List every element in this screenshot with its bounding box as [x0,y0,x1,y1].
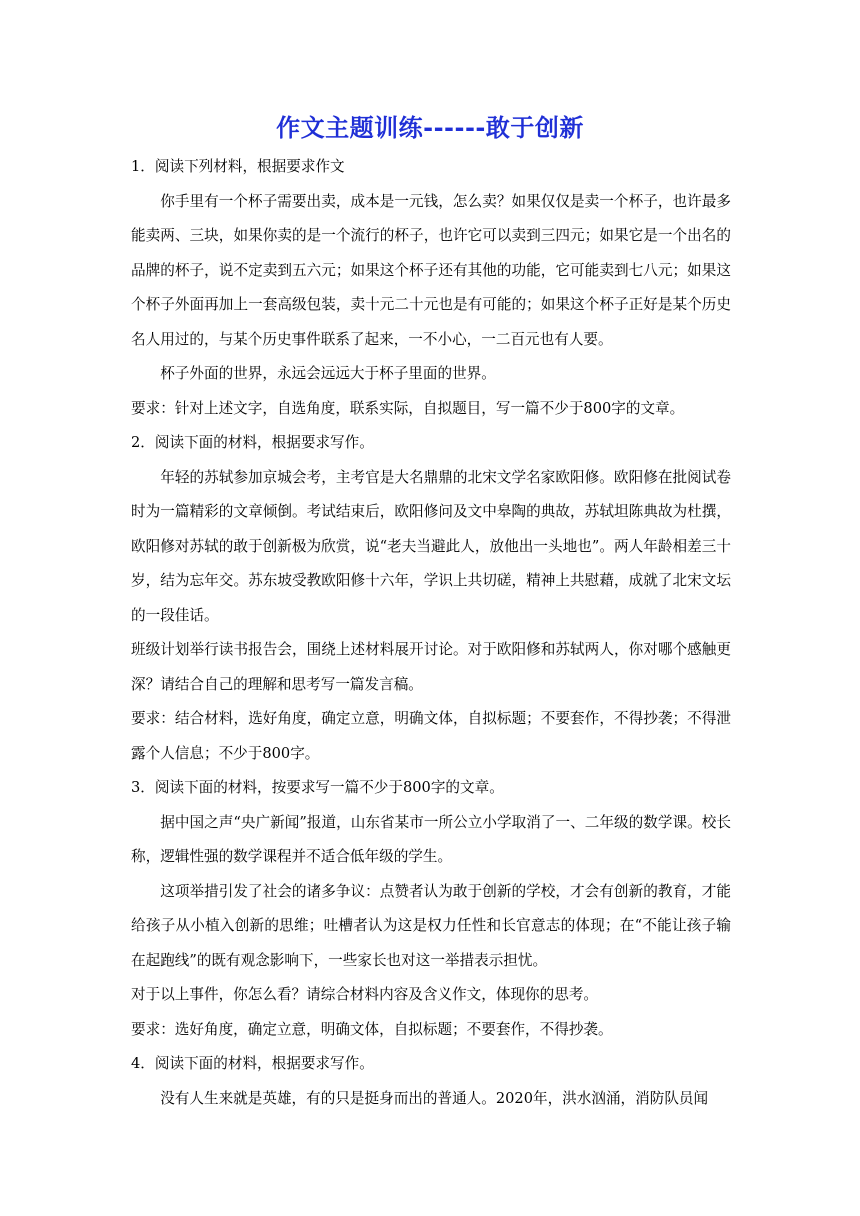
question-heading: 2．阅读下面的材料，根据要求写作。 [131,434,374,451]
paragraph: 你手里有一个杯子需要出卖，成本是一元钱，怎么卖？如果仅仅是卖一个杯子，也许最多能卖两、三块，如果你卖的是一个流行的杯子，也许它可以卖到三四元；如果它是一个出名的品牌的杯子，说不定卖到五六元；如果这个杯子还有其他的功能，它可能卖到七八元；如果这个杯子外面再加上一套高级包装，卖十元二十元也是有可能的；如果这个杯子正好是某个历史名人用过的，与某个历史事件联系了起来，一不小心，一二百元也有人要。 [131,192,731,348]
paragraph: 班级计划举行读书报告会，围绕上述材料展开讨论。对于欧阳修和苏轼两人，你对哪个感触更深？请结合自己的理解和思考写一篇发言稿。 [131,641,731,693]
paragraph: 据中国之声“央广新闻”报道，山东省某市一所公立小学取消了一、二年级的数学课。校长称，逻辑性强的数学课程并不适合低年级的学生。 [131,813,731,865]
question-heading: 3．阅读下面的材料，按要求写一篇不少于800字的文章。 [131,779,504,796]
question-heading: 4．阅读下面的材料，根据要求写作。 [131,1055,374,1072]
page-title: 作文主题训练------敢于创新 [276,114,584,142]
paragraph: 要求：结合材料，选好角度，确定立意，明确文体，自拟标题；不要套作，不得抄袭；不得泄露个人信息；不少于800字。 [131,710,731,762]
paragraph: 对于以上事件，你怎么看？请综合材料内容及含义作文，体现你的思考。 [131,986,599,1003]
paragraph: 没有人生来就是英雄，有的只是挺身而出的普通人。2020年，洪水汹涌，消防队员闻 [160,1089,709,1107]
paragraph: 杯子外面的世界，永远会远远大于杯子里面的世界。 [160,365,496,382]
paragraph: 这项举措引发了社会的诸多争议：点赞者认为敢于创新的学校，才会有创新的教育，才能给孩子从小植入创新的思维；吐槽者认为这是权力任性和长官意志的体现；在“不能让孩子输在起跑线”的既有观念影响下，一些家长也对这一举措表示担忧。 [131,882,731,969]
paragraph: 要求：针对上述文字，自选角度，联系实际，自拟题目，写一篇不少于800字的文章。 [131,399,685,417]
paragraph: 年轻的苏轼参加京城会考，主考官是大名鼎鼎的北宋文学名家欧阳修。欧阳修在批阅试卷时为一篇精彩的文章倾倒。考试结束后，欧阳修问及文中皋陶的典故，苏轼坦陈典故为杜撰，欧阳修对苏轼的敢于创新极为欣赏，说“老夫当避此人，放他出一头地也”。两人年龄相差三十岁，结为忘年交。苏东坡受教欧阳修十六年，学识上共切磋，精神上共慰藉，成就了北宋文坛的一段佳话。 [131,468,731,624]
document-body [131,150,731,1116]
paragraph: 要求：选好角度，确定立意，明确文体，自拟标题；不要套作，不得抄袭。 [131,1020,613,1038]
question-heading: 1．阅读下列材料，根据要求作文 [131,158,345,175]
